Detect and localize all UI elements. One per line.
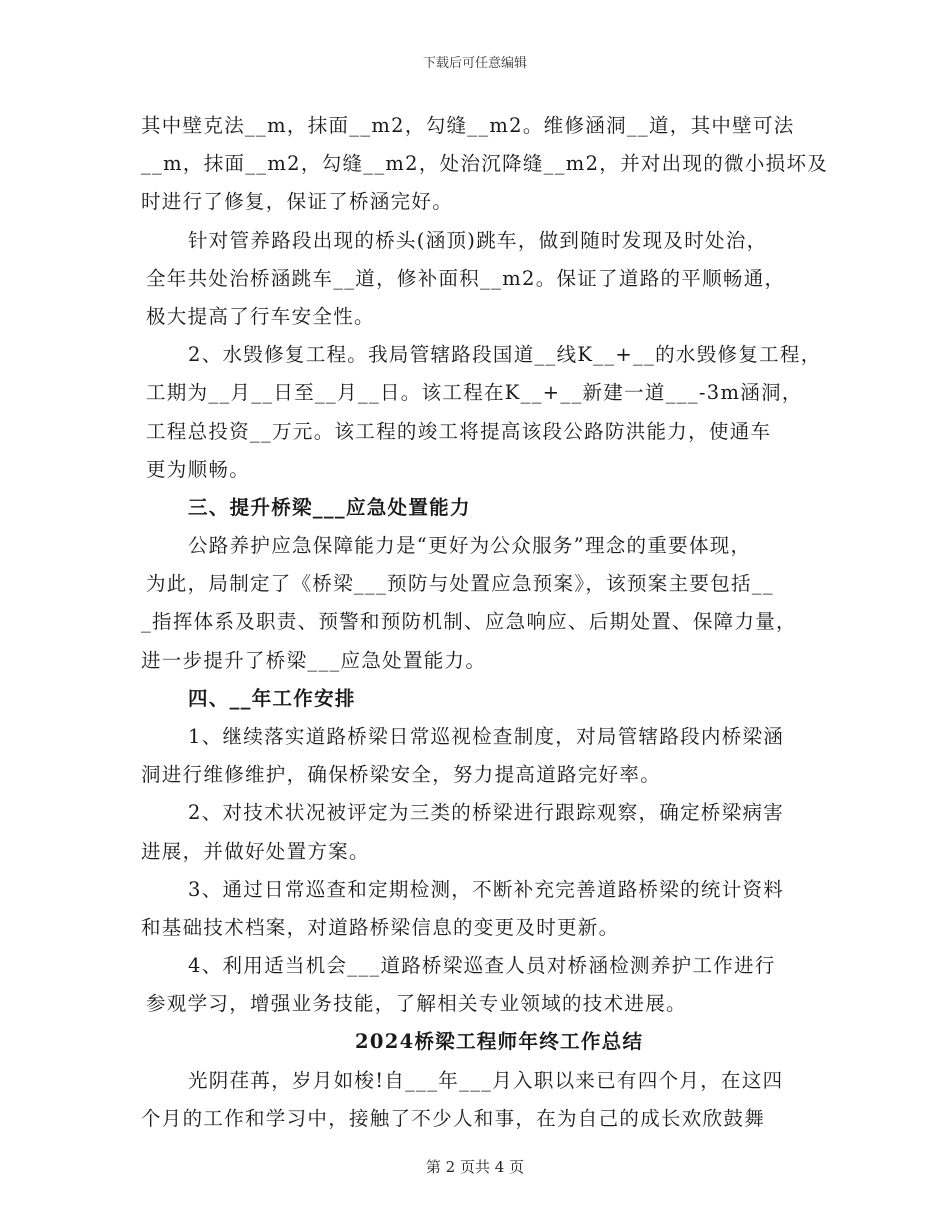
body-text-line: 更为顺畅。 — [146, 458, 251, 481]
body-text-line: 极大提高了行车安全性。 — [146, 305, 375, 328]
page-header: 下载后可任意编辑 — [422, 56, 527, 71]
body-text-line: 时进行了修复，保证了桥涵完好。 — [141, 190, 454, 213]
body-text-line: 其中壁克法__m，抹面__m2，勾缝__m2。维修涵洞__道，其中壁可法 — [141, 114, 795, 137]
body-text-line: _指挥体系及职责、预警和预防机制、应急响应、后期处置、保障力量， — [141, 610, 797, 633]
paragraph-start-line: 4、利用适当机会___道路桥梁巡查人员对桥涵检测养护工作进行 — [188, 954, 776, 977]
body-text-line: 个月的工作和学习中，接触了不少人和事，在为自己的成长欢欣鼓舞 — [141, 1107, 766, 1130]
body-text-line: 进一步提升了桥梁___应急处置能力。 — [141, 649, 487, 672]
body-text-line: 全年共处治桥涵跳车__道，修补面积__m2。保证了道路的平顺畅通， — [146, 267, 786, 290]
body-text-line: 和基础技术档案，对道路桥梁信息的变更及时更新。 — [141, 916, 620, 939]
body-text-line: 工程总投资__万元。该工程的竣工将提高该段公路防洪能力，使通车 — [146, 420, 772, 443]
body-text-line: 进展，并做好处置方案。 — [141, 840, 370, 863]
section-heading: 三、提升桥梁___应急处置能力 — [188, 496, 471, 519]
page-number-footer: 第 2 页共 4 页 — [425, 1158, 525, 1176]
paragraph-start-line: 2、水毁修复工程。我局管辖路段国道__线K__+__的水毁修复工程， — [188, 343, 822, 366]
paragraph-start-line: 公路养护应急保障能力是“更好为公众服务”理念的重要体现， — [188, 534, 752, 557]
document-title: 2024桥梁工程师年终工作总结 — [355, 1030, 644, 1053]
paragraph-start-line: 1、继续落实道路桥梁日常巡视检查制度，对局管辖路段内桥梁涵 — [188, 725, 785, 748]
body-text-line: 为此，局制定了《桥梁___预防与处置应急预案》，该预案主要包括__ — [146, 572, 774, 595]
paragraph-start-line: 2、对技术状况被评定为三类的桥梁进行跟踪观察，确定桥梁病害 — [188, 801, 785, 824]
paragraph-start-line: 3、通过日常巡查和定期检测，不断补充完善道路桥梁的统计资料 — [188, 878, 785, 901]
body-text-line: __m，抹面__m2，勾缝__m2，处治沉降缝__m2，并对出现的微小损坏及 — [141, 152, 829, 175]
body-text-line: 工期为__月__日至__月__日。该工程在K__+__新建一道___-3m涵洞， — [146, 381, 803, 404]
section-heading: 四、__年工作安排 — [188, 687, 356, 710]
body-text-line: 参观学习，增强业务技能，了解相关专业领域的技术进展。 — [146, 992, 687, 1015]
body-text-line: 洞进行维修维护，确保桥梁安全，努力提高道路完好率。 — [141, 763, 662, 786]
paragraph-start-line: 光阴荏苒，岁月如梭!自___年___月入职以来已有四个月，在这四 — [188, 1069, 784, 1092]
paragraph-start-line: 针对管养路段出现的桥头(涵顶)跳车，做到随时发现及时处治， — [188, 229, 768, 252]
